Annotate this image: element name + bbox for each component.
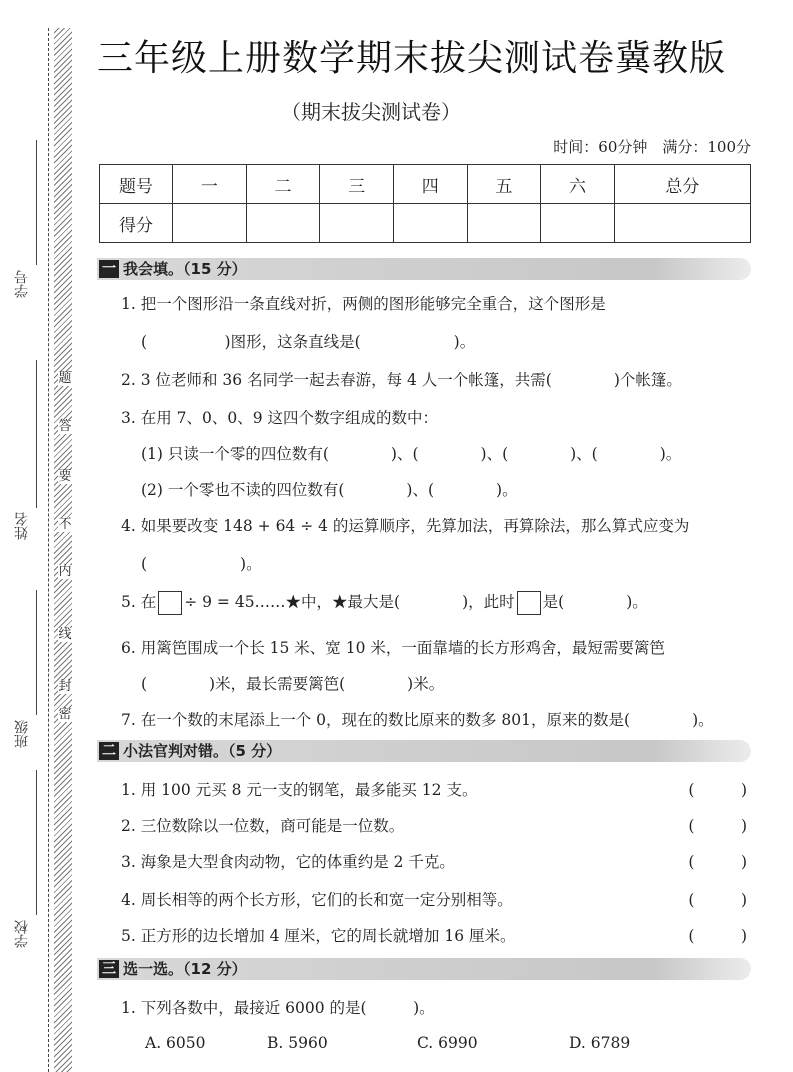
score-input-cell[interactable] xyxy=(541,204,615,243)
question-1-5 xyxy=(121,590,648,615)
choice-option-a[interactable]: A. 6050 xyxy=(145,1034,206,1052)
hatch-strip xyxy=(54,28,72,1072)
score-cell: 一 xyxy=(173,165,247,204)
score-table-header-row xyxy=(100,165,751,204)
score-cell: 题号 xyxy=(100,165,173,204)
answer-parentheses[interactable]: ( ) xyxy=(688,891,747,909)
score-cell: 总分 xyxy=(614,165,750,204)
q5-text-mid: ÷ 9 = 45……★中，★最大是( )，此时 xyxy=(184,593,515,611)
score-input-cell[interactable] xyxy=(320,204,394,243)
question-1-7: 7. 在一个数的末尾添上一个 0，现在的数比原来的数多 801，原来的数是( )。 xyxy=(121,711,714,729)
seal-dashed-line xyxy=(48,28,49,1072)
exam-title: 三年级上册数学期末拔尖测试卷冀教版 xyxy=(97,38,727,79)
section-header-2 xyxy=(97,740,751,762)
score-input-cell[interactable] xyxy=(246,204,320,243)
score-cell: 得分 xyxy=(100,204,173,243)
name-field[interactable] xyxy=(36,360,37,508)
question-1-2: 2. 3 位老师和 36 名同学一起去春游，每 4 人一个帐篷，共需( )个帐篷。 xyxy=(121,371,682,389)
choice-option-d[interactable]: D. 6789 xyxy=(569,1034,631,1052)
judge-item: 3. 海象是大型食肉动物，它的体重约是 2 千克。 xyxy=(121,853,455,871)
judge-item: 2. 三位数除以一位数，商可能是一位数。 xyxy=(121,817,405,835)
question-1-1: 1. 把一个图形沿一条直线对折，两侧的图形能够完全重合，这个图形是 xyxy=(121,295,606,313)
answer-parentheses[interactable]: ( ) xyxy=(688,853,747,871)
score-cell: 二 xyxy=(246,165,320,204)
choice-option-b[interactable]: B. 5960 xyxy=(267,1034,328,1052)
question-1-1-cont: ( )图形，这条直线是( )。 xyxy=(141,333,476,351)
section-number: 一 xyxy=(99,260,119,278)
school-field[interactable] xyxy=(36,770,37,915)
seal-char: 不 xyxy=(58,517,72,532)
score-cell: 三 xyxy=(320,165,394,204)
question-1-3-1: (1) 只读一个零的四位数有( )、( )、( )、( )。 xyxy=(141,445,682,463)
student-id-label: 学号 xyxy=(14,270,30,298)
binding-margin xyxy=(0,0,88,1072)
seal-char: 密 xyxy=(58,707,72,722)
student-id-field[interactable] xyxy=(36,140,37,265)
score-table-score-row xyxy=(100,204,751,243)
answer-parentheses[interactable]: ( ) xyxy=(688,927,747,945)
score-input-cell[interactable] xyxy=(614,204,750,243)
answer-parentheses[interactable]: ( ) xyxy=(688,817,747,835)
seal-char: 内 xyxy=(58,564,72,579)
section-number: 三 xyxy=(99,960,119,978)
school-label: 学校 xyxy=(14,920,30,948)
section-title: 小法官判对错。（5 分） xyxy=(123,742,282,760)
blank-box[interactable] xyxy=(158,591,182,615)
question-1-6: 6. 用篱笆围成一个长 15 米、宽 10 米，一面靠墙的长方形鸡舍，最短需要篱笆 xyxy=(121,639,665,657)
time-score-info: 时间：60分钟 满分：100分 xyxy=(553,138,751,156)
choice-question-1: 1. 下列各数中，最接近 6000 的是( )。 xyxy=(121,999,435,1017)
answer-parentheses[interactable]: ( ) xyxy=(688,781,747,799)
score-table xyxy=(99,164,751,243)
seal-char: 答 xyxy=(58,419,72,434)
score-cell: 四 xyxy=(393,165,467,204)
question-1-3: 3. 在用 7、0、0、9 这四个数字组成的数中： xyxy=(121,409,439,427)
class-field[interactable] xyxy=(36,590,37,715)
judge-item: 5. 正方形的边长增加 4 厘米，它的周长就增加 16 厘米。 xyxy=(121,927,516,945)
section-header-3 xyxy=(97,958,751,980)
seal-char: 题 xyxy=(58,371,72,386)
q5-text-post: 是( )。 xyxy=(542,593,648,611)
judge-item: 1. 用 100 元买 8 元一支的钢笔，最多能买 12 支。 xyxy=(121,781,478,799)
score-input-cell[interactable] xyxy=(467,204,541,243)
section-number: 二 xyxy=(99,742,119,760)
seal-char: 要 xyxy=(58,469,72,484)
question-1-6-cont: ( )米，最长需要篱笆( )米。 xyxy=(141,675,445,693)
question-1-4-cont: ( )。 xyxy=(141,555,262,573)
score-cell: 六 xyxy=(541,165,615,204)
q5-text-pre: 5. 在 xyxy=(121,593,157,611)
seal-char: 线 xyxy=(58,627,72,642)
question-1-3-2: (2) 一个零也不读的四位数有( )、( )。 xyxy=(141,481,518,499)
section-title: 选一选。（12 分） xyxy=(123,960,247,978)
class-label: 班级 xyxy=(14,720,30,748)
question-1-4: 4. 如果要改变 148 + 64 ÷ 4 的运算顺序，先算加法，再算除法，那么算式应变为 xyxy=(121,517,690,535)
blank-box[interactable] xyxy=(517,591,541,615)
score-input-cell[interactable] xyxy=(173,204,247,243)
seal-char: 封 xyxy=(58,679,72,694)
exam-subtitle: （期末拔尖测试卷） xyxy=(281,100,461,124)
section-title: 我会填。（15 分） xyxy=(123,260,247,278)
choice-option-c[interactable]: C. 6990 xyxy=(417,1034,478,1052)
name-label: 姓名 xyxy=(14,512,30,540)
judge-item: 4. 周长相等的两个长方形，它们的长和宽一定分别相等。 xyxy=(121,891,513,909)
score-input-cell[interactable] xyxy=(393,204,467,243)
score-cell: 五 xyxy=(467,165,541,204)
section-header-1 xyxy=(97,258,751,280)
